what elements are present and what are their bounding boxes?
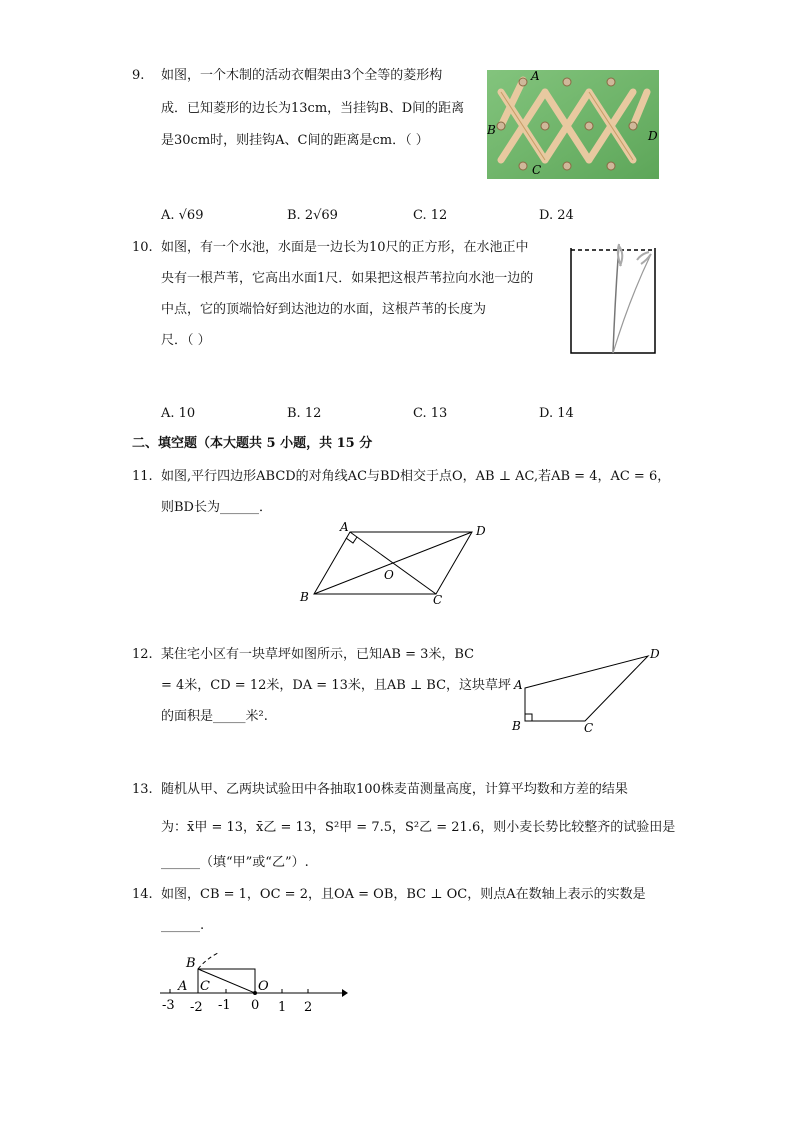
tick-label: 2 xyxy=(304,1000,313,1015)
label-a: A xyxy=(340,520,349,534)
question-text: 央有一根芦苇，它高出水面1尺．如果把这根芦苇拉向水池一边的 xyxy=(161,271,534,286)
option-a: A. √69 xyxy=(161,208,204,223)
tick-label: 0 xyxy=(251,998,260,1013)
label-b: B xyxy=(487,123,496,137)
label-o: O xyxy=(384,568,394,582)
label-d: D xyxy=(648,129,658,143)
option-c: C. 12 xyxy=(413,208,448,223)
label-a: A xyxy=(514,678,523,692)
question-text: = 4米，CD = 12米，DA = 13米，且AB ⊥ BC，这块草坪 xyxy=(161,678,512,693)
label-b: B xyxy=(186,956,196,971)
option-b: B. 2√69 xyxy=(287,208,338,223)
tick-label: 1 xyxy=(278,1000,287,1015)
number-line-figure xyxy=(158,945,348,1021)
option-d: D. 24 xyxy=(539,208,574,223)
label-o: O xyxy=(258,979,269,994)
label-b: B xyxy=(300,590,309,604)
question-text: 为：x̄甲 = 13，x̄乙 = 13，S²甲 = 7.5，S²乙 = 21.6，则小麦长势比较整齐的试验田是 xyxy=(161,820,676,835)
label-a: A xyxy=(531,70,540,83)
question-text: 则BD长为______． xyxy=(161,500,272,515)
question-text: 如图，一个木制的活动衣帽架由3个全等的菱形构 xyxy=(161,68,443,83)
question-number: 12. xyxy=(132,647,153,662)
option-b: B. 12 xyxy=(287,406,322,421)
question-text: 某住宅小区有一块草坪如图所示，已知AB = 3米，BC xyxy=(161,647,475,662)
option-d: D. 14 xyxy=(539,406,574,421)
coat-rack-photo xyxy=(487,70,659,183)
label-b: B xyxy=(512,719,521,733)
pond-reed-figure xyxy=(567,240,659,362)
question-text: 如图，CB = 1，OC = 2，且OA = OB，BC ⊥ OC，则点A在数轴上表示的实数是 xyxy=(161,887,646,902)
question-number: 11. xyxy=(132,469,153,484)
tick-label: -1 xyxy=(218,998,231,1013)
tick-label: -3 xyxy=(162,998,175,1013)
label-c: C xyxy=(433,593,443,607)
label-a: A xyxy=(178,979,188,994)
question-text: 中点，它的顶端恰好到达池边的水面，这根芦苇的长度为 xyxy=(161,302,487,317)
option-a: A. 10 xyxy=(161,406,196,421)
question-text: 是30cm时，则挂钩A、C间的距离是cm．（ ） xyxy=(161,133,429,148)
question-number: 10. xyxy=(132,240,153,255)
question-text: 随机从甲、乙两块试验田中各抽取100株麦苗测量高度，计算平均数和方差的结果 xyxy=(161,782,628,797)
question-number: 14. xyxy=(132,887,153,902)
section-heading: 二、填空题（本大题共 5 小题，共 15 分 xyxy=(132,436,373,451)
lawn-figure xyxy=(508,644,668,740)
question-number: 13. xyxy=(132,782,153,797)
question-text: 的面积是_____米². xyxy=(161,709,268,724)
label-d: D xyxy=(476,524,486,538)
question-text: 如图,平行四边形ABCD的对角线AC与BD相交于点O，AB ⊥ AC,若AB = 4，AC = 6， xyxy=(161,469,671,484)
question-text: 如图，有一个水池，水面是一边长为10尺的正方形，在水池正中 xyxy=(161,240,529,255)
label-c: C xyxy=(584,721,594,735)
label-c: C xyxy=(532,163,542,177)
tick-label: -2 xyxy=(190,1000,203,1015)
parallelogram-figure xyxy=(296,518,496,612)
option-c: C. 13 xyxy=(413,406,448,421)
question-number: 9. xyxy=(132,68,145,83)
question-text: ______. xyxy=(161,918,205,933)
question-text: ______（填“甲”或“乙”）. xyxy=(161,855,309,870)
label-c: C xyxy=(200,979,210,994)
label-d: D xyxy=(650,647,660,661)
question-text: 尺．（ ） xyxy=(161,333,211,348)
question-text: 成．已知菱形的边长为13cm，当挂钩B、D间的距离 xyxy=(161,101,465,116)
